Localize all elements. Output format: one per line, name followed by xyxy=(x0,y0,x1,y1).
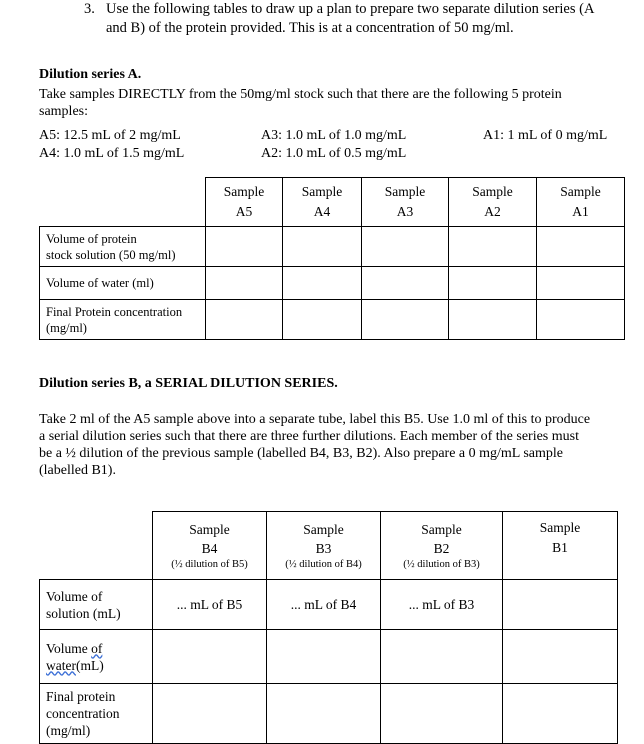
row-label-line xyxy=(46,657,152,674)
series-b-col-b2 xyxy=(381,512,503,580)
answer-cell[interactable] xyxy=(267,630,381,684)
sample-word: Sample xyxy=(301,184,343,199)
series-b-para-line-2: a serial dilution series such that there are three further dilutions. Each member of the series must xyxy=(39,429,579,444)
cell-prompt: ... mL of B3 xyxy=(408,597,475,612)
series-b-header-row xyxy=(40,512,618,580)
row-label xyxy=(40,227,206,267)
series-b-paragraph xyxy=(39,411,619,479)
sample-id: B3 xyxy=(315,540,332,556)
sample-id: A1 xyxy=(572,204,589,219)
row-label xyxy=(40,267,206,300)
series-b-row-final-conc xyxy=(40,684,618,744)
series-b-corner xyxy=(40,512,153,580)
series-a-corner xyxy=(40,178,206,227)
sample-a2-spec: A2: 1.0 mL of 0.5 mg/mL xyxy=(261,146,407,161)
series-a-intro-line-2: samples: xyxy=(39,104,88,119)
answer-cell[interactable] xyxy=(503,684,618,744)
sample-a1-spec: A1: 1 mL of 0 mg/mL xyxy=(483,128,608,143)
sample-a3-spec: A3: 1.0 mL of 1.0 mg/mL xyxy=(261,128,407,143)
question-line-2: and B) of the protein provided. This is at a concentration of 50 mg/ml. xyxy=(106,20,514,36)
answer-cell[interactable] xyxy=(381,630,503,684)
question-line-1: Use the following tables to draw up a plan to prepare two separate dilution series (A xyxy=(106,1,595,17)
row-label-line xyxy=(46,640,152,657)
series-b-heading: Dilution series B, a SERIAL DILUTION SERIES. xyxy=(39,376,338,391)
series-b-para-line-4: (labelled B1). xyxy=(39,463,116,478)
question-text xyxy=(106,0,626,38)
series-a-row-stock-volume xyxy=(40,227,625,267)
series-b-col-b4 xyxy=(153,512,267,580)
answer-cell[interactable] xyxy=(153,684,267,744)
answer-cell[interactable] xyxy=(283,227,362,267)
series-a-row-water-volume xyxy=(40,267,625,300)
sample-id: B1 xyxy=(552,540,568,555)
row-label-line: Volume of water (ml) xyxy=(46,276,154,290)
label-part: (mL) xyxy=(75,657,104,673)
series-a-table xyxy=(39,177,625,340)
label-part-flagged: of xyxy=(91,640,103,656)
answer-cell[interactable] xyxy=(206,300,283,340)
answer-cell[interactable] xyxy=(503,580,618,630)
sample-word: Sample xyxy=(303,521,344,537)
sample-word: Sample xyxy=(560,184,601,199)
row-label-line: Volume of xyxy=(46,588,103,604)
series-b-row-water-volume xyxy=(40,630,618,684)
answer-cell[interactable] xyxy=(362,227,449,267)
series-b-col-b3 xyxy=(267,512,381,580)
dilution-note: (½ dilution of B3) xyxy=(403,558,480,570)
row-label-line: Volume of protein xyxy=(46,231,137,246)
label-part-flagged: water xyxy=(46,657,76,673)
series-a-heading: Dilution series A. xyxy=(39,67,142,82)
sample-id: B2 xyxy=(433,540,450,556)
row-label-line: Final Protein concentration xyxy=(46,304,183,319)
answer-cell[interactable] xyxy=(503,630,618,684)
row-label-line: (mg/ml) xyxy=(46,320,87,335)
series-a-col-a2 xyxy=(449,178,537,227)
series-a-col-a3 xyxy=(362,178,449,227)
sample-id: A3 xyxy=(396,204,414,219)
row-label-line: (mg/ml) xyxy=(46,723,91,738)
answer-cell[interactable] xyxy=(206,267,283,300)
answer-cell[interactable] xyxy=(449,267,537,300)
sample-id: A4 xyxy=(313,204,331,219)
question-number: 3. xyxy=(84,1,95,17)
row-label xyxy=(40,300,206,340)
series-b-row-solution-volume xyxy=(40,580,618,630)
row-label-line: concentration xyxy=(46,706,120,721)
answer-cell[interactable] xyxy=(206,227,283,267)
series-a-row-final-conc xyxy=(40,300,625,340)
sample-word: Sample xyxy=(384,184,426,199)
dilution-note: (½ dilution of B4) xyxy=(285,558,362,570)
answer-cell[interactable] xyxy=(362,300,449,340)
series-a-col-a5 xyxy=(206,178,283,227)
answer-cell[interactable] xyxy=(267,580,381,630)
answer-cell[interactable] xyxy=(537,300,625,340)
series-b-table xyxy=(39,511,618,744)
series-b-para-line-1: Take 2 ml of the A5 sample above into a separate tube, label this B5. Use 1.0 ml of this to produce xyxy=(39,412,591,427)
sample-id: A5 xyxy=(235,204,253,219)
sample-word: Sample xyxy=(539,520,581,535)
sample-a5-spec: A5: 12.5 mL of 2 mg/mL xyxy=(39,128,181,143)
answer-cell[interactable] xyxy=(381,684,503,744)
answer-cell[interactable] xyxy=(381,580,503,630)
cell-prompt: ... mL of B4 xyxy=(290,597,357,612)
sample-word: Sample xyxy=(189,521,230,537)
series-a-col-a4 xyxy=(283,178,362,227)
answer-cell[interactable] xyxy=(283,300,362,340)
dilution-note: (½ dilution of B5) xyxy=(171,558,248,570)
sample-word: Sample xyxy=(421,521,462,537)
series-b-para-line-3: be a ½ dilution of the previous sample (labelled B4, B3, B2). Also prepare a 0 mg/mL sample xyxy=(39,446,563,461)
sample-id: A2 xyxy=(484,204,501,219)
row-label-line: stock solution (50 mg/ml) xyxy=(46,247,176,262)
series-a-intro-line-1: Take samples DIRECTLY from the 50mg/ml stock such that there are the following 5 protein xyxy=(39,87,562,102)
sample-word: Sample xyxy=(223,184,265,199)
row-label-line: solution (mL) xyxy=(46,605,121,621)
answer-cell[interactable] xyxy=(362,267,449,300)
row-label xyxy=(40,684,153,744)
series-a-header-row xyxy=(40,178,625,227)
series-b-col-b1 xyxy=(503,512,618,580)
sample-id: B4 xyxy=(201,540,218,556)
answer-cell[interactable] xyxy=(449,227,537,267)
series-a-col-a1 xyxy=(537,178,625,227)
answer-cell[interactable] xyxy=(267,684,381,744)
sample-word: Sample xyxy=(472,184,513,199)
answer-cell[interactable] xyxy=(153,580,267,630)
series-a-intro xyxy=(39,86,619,120)
sample-a4-spec: A4: 1.0 mL of 1.5 mg/mL xyxy=(39,146,185,161)
cell-prompt: ... mL of B5 xyxy=(176,597,243,612)
row-label-line: Final protein xyxy=(46,689,116,704)
row-label xyxy=(40,580,153,630)
answer-cell[interactable] xyxy=(283,267,362,300)
answer-cell[interactable] xyxy=(537,267,625,300)
row-label xyxy=(40,630,153,684)
answer-cell[interactable] xyxy=(537,227,625,267)
label-part: Volume xyxy=(46,640,92,656)
answer-cell[interactable] xyxy=(153,630,267,684)
answer-cell[interactable] xyxy=(449,300,537,340)
